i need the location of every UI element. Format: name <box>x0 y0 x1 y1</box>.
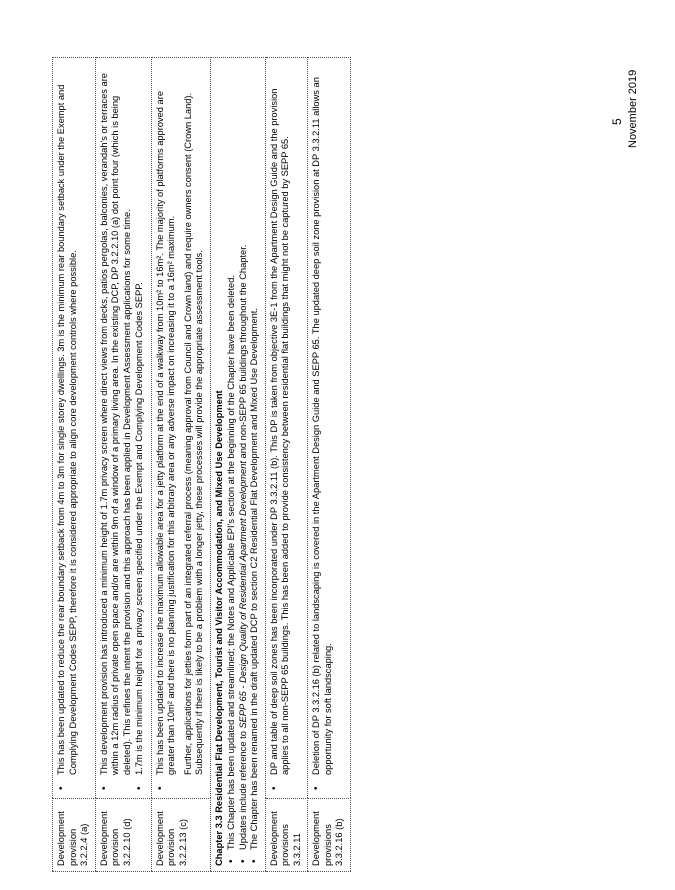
list-item: • This development provision has introduced a minimum height of 1.7m privacy screen where direct views from decks, patios pergolas, balconies, verandah's or terraces are within a 12m radius of private open space and/or are within 9m of a window of a primary living area. In the existing DCP, DP 3.2.2.10 (a) dot point four (which is being deleted). This refines the intent the provision and this approach has been applied in Development Assessment applications for some time. <box>99 63 134 775</box>
table-row <box>265 58 308 872</box>
row-content <box>308 58 351 799</box>
table-row <box>151 58 210 872</box>
text-segment: Updates include reference to <box>237 728 248 850</box>
list-item: • Deletion of DP 3.3.2.16 (b) related to landscaping is covered in the Apartment Design Guide and SEPP 65. The updated deep soil zone provision at DP 3.3.2.11 allows an opportunity for soft landscaping. <box>311 63 334 775</box>
page-number: 5 <box>610 118 624 125</box>
list-item: • The Chapter has been renamed in the draft updated DCP to section C2 Residential Flat Development and Mixed Use Development. <box>249 63 261 850</box>
chapter-title: Chapter 3.3 Residential Flat Development, Tourist and Visitor Accommodation, and Mixed Use Development <box>213 390 224 866</box>
chapter-header-row <box>210 58 265 872</box>
row-content <box>95 58 151 799</box>
paragraph: Further, applications for jetties form part of an integrated referral process (meaning approval from Council and Crown land) and require owners consent (Crown Land). Subsequently if there is likely to be a problem with a longer jetty, these processes will provide the appropriate assessment tools. <box>182 92 205 775</box>
list-item: • This Chapter has been updated and streamlined; the Notes and Applicable EPI's section at the beginning of the Chapter have been deleted. <box>226 63 238 850</box>
row-label: Development provision 3.2.2.4 (a) <box>53 799 96 872</box>
list-item: • DP and table of deep soil zones has been incorporated under DP 3.3.2.11 (b). This DP is taken from objective 3E-1 from the Apartment Design Guide and the provision applies to all non-SEPP 65 buildings. This has been added to provide consistency between residential flat buildings that might not be captured by SEPP 65. <box>269 63 292 775</box>
table-row <box>95 58 151 872</box>
row-label: Development provision 3.2.2.13 (c) <box>151 799 210 872</box>
page-date: November 2019 <box>627 69 639 148</box>
row-label: Development provisions 3.3.2.11 <box>265 799 308 872</box>
sepp-reference: SEPP 65 - Design Quality of Residential Apartment Development <box>237 461 248 729</box>
chapter-header <box>210 58 265 872</box>
list-item <box>238 63 250 850</box>
list-item: • 1.7m is the minimum height for a privacy screen specified under the Exempt and Complying Development Codes SEPP. <box>134 63 146 775</box>
provisions-table <box>52 57 351 872</box>
text-segment: and non-SEPP 65 buildings throughout the Chapter. <box>237 244 248 462</box>
table-row <box>53 58 96 872</box>
row-label: Development provisions 3.3.2.16 (b) <box>308 799 351 872</box>
row-content <box>151 58 210 799</box>
row-content <box>53 58 96 799</box>
table-row <box>308 58 351 872</box>
row-label: Development provision 3.2.2.10 (d) <box>95 799 151 872</box>
row-content <box>265 58 308 799</box>
list-item: • This has been updated to reduce the rear boundary setback from 4m to 3m for single storey dwellings. 3m is the minimum rear boundary setback under the Exempt and Complying Development Codes SEPP, therefore it is considered appropriate to align core development controls where possible. <box>56 63 79 775</box>
list-item: • This has been updated to increase the maximum allowable area for a jetty platform at the end of a walkway from 10m² to 16m². The majority of platforms approved are greater than 10m² and there is no planning justification for this arbitrary area or any adverse impact on increasing it to a 16m² maximum. <box>155 63 178 775</box>
